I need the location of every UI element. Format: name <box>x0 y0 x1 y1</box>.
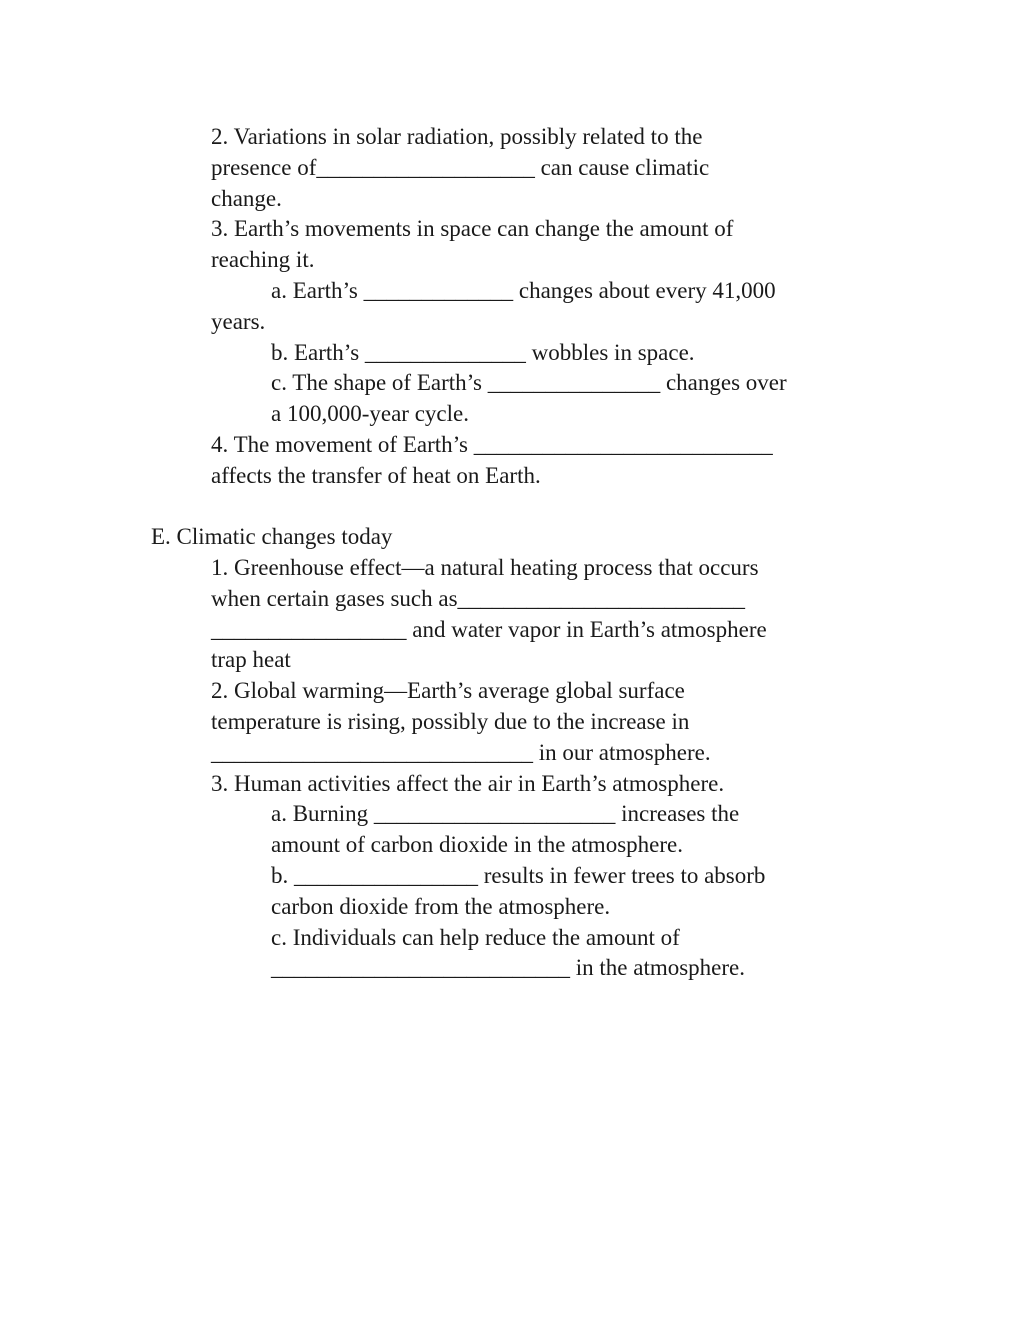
section-e-heading: E. Climatic changes today <box>151 524 393 549</box>
e-item1-line1: 1. Greenhouse effect—a natural heating process that occurs <box>211 555 759 580</box>
item3a-line2: years. <box>211 309 266 334</box>
e-item2-line1: 2. Global warming—Earth’s average global surface <box>211 678 685 703</box>
item3b: b. Earth’s ______________ wobbles in space. <box>271 340 695 365</box>
item3-line1: 3. Earth’s movements in space can change the amount of <box>211 216 734 241</box>
e-item2-line2: temperature is rising, possibly due to the increase in <box>211 709 690 734</box>
item2-line2: presence of___________________ can cause climatic <box>211 155 710 180</box>
item3-line2: reaching it. <box>211 247 315 272</box>
e-item3a-line1: a. Burning _____________________ increases the <box>271 801 740 826</box>
e-item1-line3: _________________ and water vapor in Earth’s atmosphere <box>211 617 767 642</box>
e-item2-line3: ____________________________ in our atmosphere. <box>211 740 711 765</box>
e-item3b-line1: b. ________________ results in fewer trees to absorb <box>271 863 766 888</box>
item2-line1: 2. Variations in solar radiation, possibly related to the <box>211 124 703 149</box>
e-item3a-line2: amount of carbon dioxide in the atmosphere. <box>271 832 683 857</box>
item3a-line1: a. Earth’s _____________ changes about every 41,000 <box>271 278 776 303</box>
e-item3c-line1: c. Individuals can help reduce the amount of <box>271 925 680 950</box>
e-item3c-line2: __________________________ in the atmosphere. <box>271 955 746 980</box>
item3c-line2: a 100,000-year cycle. <box>271 401 469 426</box>
item4-line1: 4. The movement of Earth’s __________________________ <box>211 432 773 457</box>
item4-line2: affects the transfer of heat on Earth. <box>211 463 541 488</box>
e-item1-line4: trap heat <box>211 647 291 672</box>
e-item3b-line2: carbon dioxide from the atmosphere. <box>271 894 611 919</box>
item3c-line1: c. The shape of Earth’s _______________ changes over <box>271 370 787 395</box>
item2-line3: change. <box>211 186 282 211</box>
e-item3-line1: 3. Human activities affect the air in Earth’s atmosphere. <box>211 771 725 796</box>
e-item1-line2: when certain gases such as_________________________ <box>211 586 746 611</box>
